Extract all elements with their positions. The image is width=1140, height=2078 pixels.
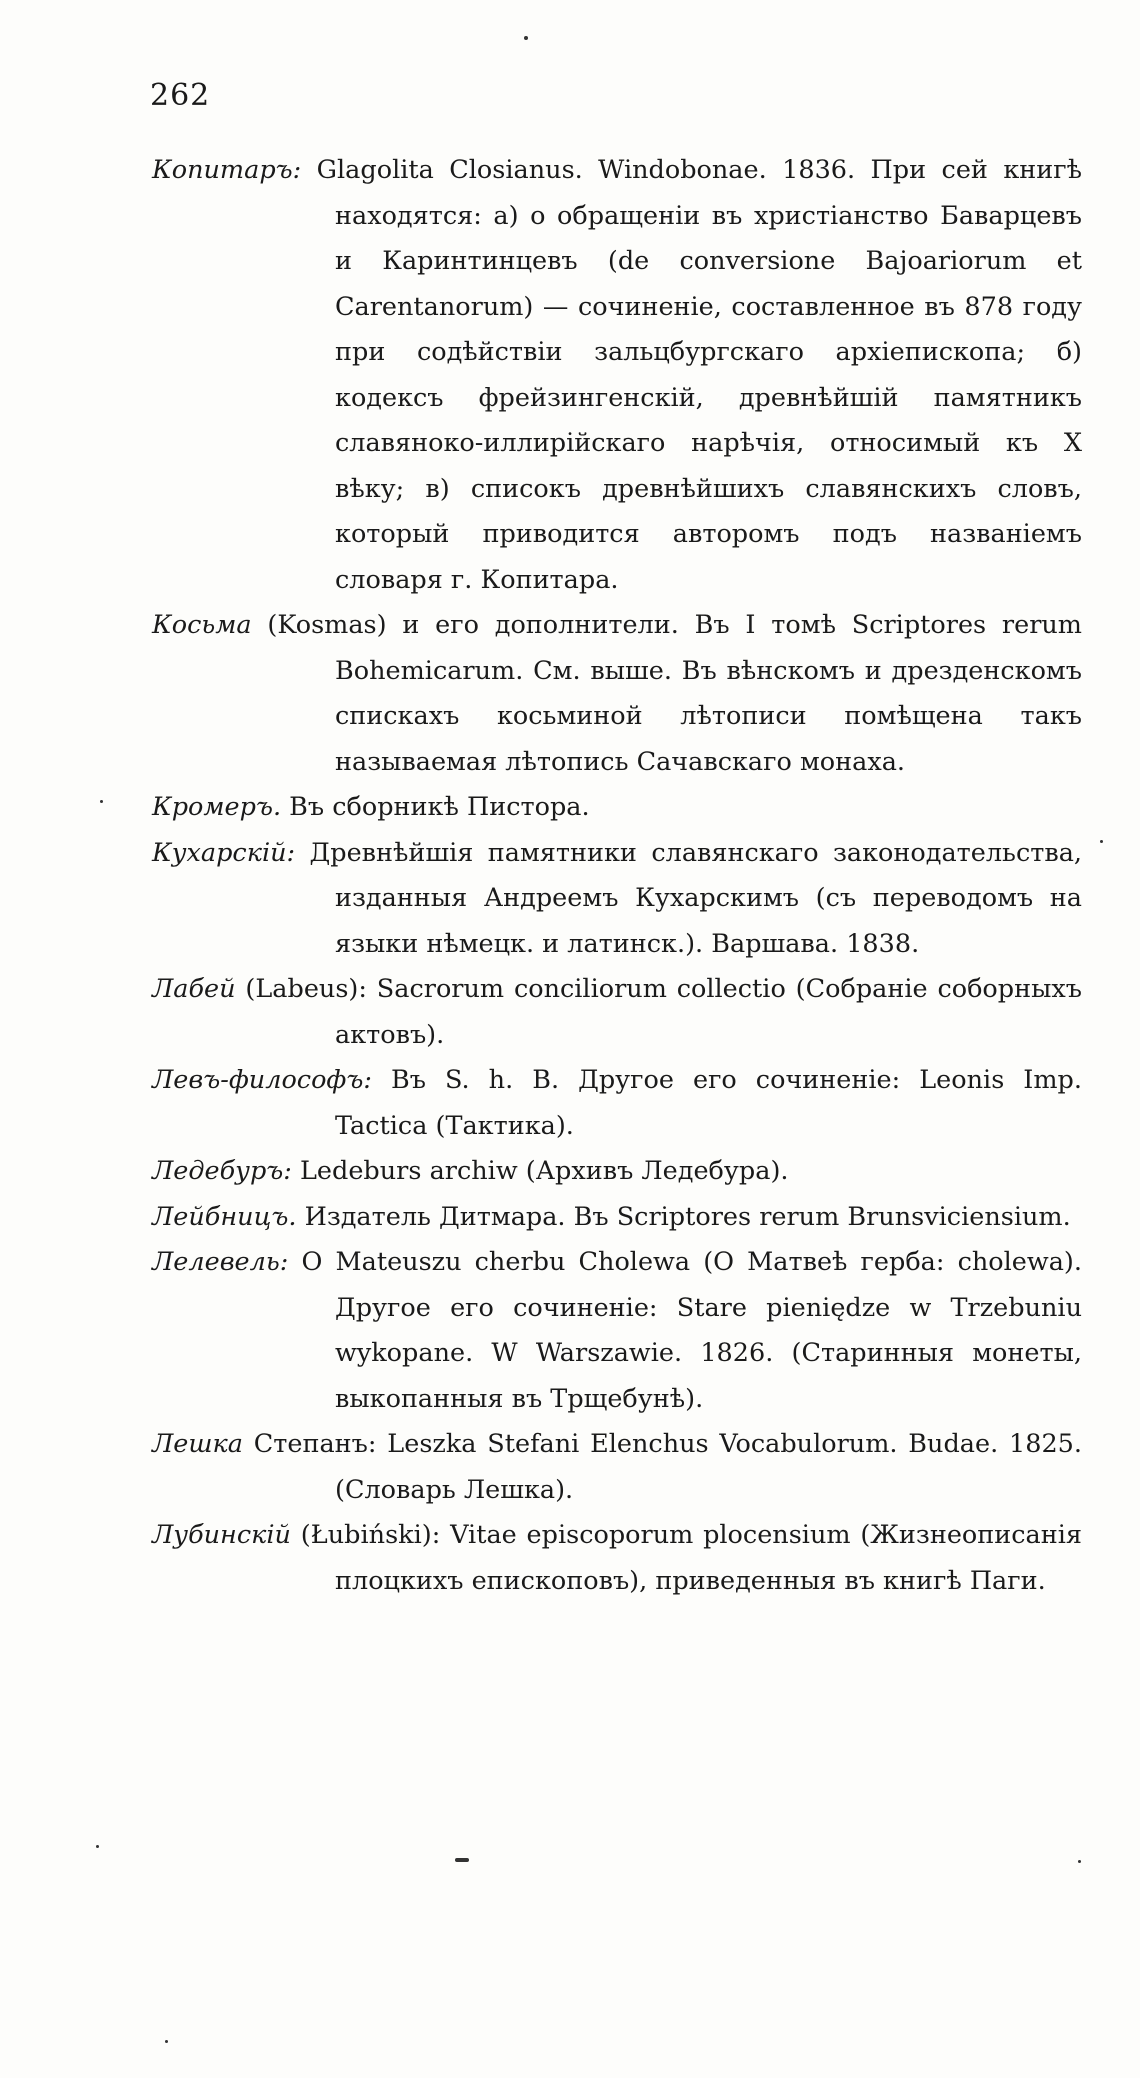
entry-text: Степанъ: Leszka Stefani Elenchus Vocabulorum. Budae. 1825. (Словарь Лешка). (242, 1429, 1082, 1505)
entry-kromer (152, 785, 1082, 831)
entry-term: Лейбницъ. (152, 1201, 297, 1232)
entry-text: Glagolita Closianus. Windobonae. 1836. При сей книгѣ находятся: а) о обращеніи въ христіанство Баварцевъ и Каринтинцевъ (de conversione Bajoariorum et Carentanorum) — сочиненіе, составленное въ 878 году при содѣйствіи зальцбургскаго архіепископа; б) кодексъ фрейзингенскій, древнѣйшій памятникъ славяноко-иллирійскаго нарѣчія, относимый къ X вѣку; в) списокъ древнѣйшихъ славянскихъ словъ, который приводится авторомъ подъ названіемъ словаря г. Копитара. (301, 155, 1082, 595)
entry-text: Издатель Дитмара. Въ Scriptores rerum Brunsviciensium. (296, 1201, 1071, 1232)
scan-speck (455, 1858, 469, 1862)
entry-ledebur (152, 1149, 1082, 1195)
entry-kosma (152, 603, 1082, 785)
scan-speck (1100, 840, 1103, 843)
entry-leshka (152, 1422, 1082, 1513)
scan-speck (165, 2040, 168, 2043)
entry-list (152, 148, 1082, 1604)
entry-leibniz (152, 1195, 1082, 1241)
entry-kukharsky (152, 831, 1082, 968)
entry-text: (Labeus): Sacrorum conciliorum collectio (Собраніе соборныхъ актовъ). (235, 974, 1082, 1050)
entry-lubinsky (152, 1513, 1082, 1604)
entry-term: Лабей (152, 974, 236, 1004)
entry-term: Лубинскій (152, 1520, 291, 1550)
scan-speck (100, 800, 103, 803)
entry-text: Ledeburs archiw (Архивъ Ледебура). (291, 1156, 789, 1186)
entry-term: Лешка (152, 1429, 243, 1459)
entry-term: Кухарскій: (152, 837, 296, 868)
entry-term: Копитаръ: (152, 155, 302, 185)
scan-speck (524, 36, 528, 40)
entry-term: Левъ-философъ: (152, 1065, 372, 1095)
entry-text: (Kosmas) и его дополнители. Въ I томѣ Scriptores rerum Bohemicarum. См. выше. Въ вѣнскомъ и дрезденскомъ спискахъ косьминой лѣтописи помѣщена такъ называемая лѣтопись Сачавскаго монаха. (251, 610, 1082, 777)
entry-text: Въ S. h. B. Другое его сочиненіе: Leonis Imp. Tactica (Тактика). (335, 1065, 1082, 1141)
entry-term: Косьма (152, 610, 252, 640)
scan-speck (96, 1845, 99, 1848)
page-number: 262 (150, 78, 211, 113)
entry-term: Кромеръ. (152, 792, 282, 822)
entry-lev-filosof (152, 1058, 1082, 1149)
scan-speck (1078, 1860, 1081, 1863)
entry-text: (Łubiński): Vitae episcoporum plocensium (Жизнеописанія плоцкихъ епископовъ), приведенныя въ книгѣ Паги. (290, 1520, 1082, 1596)
entry-text: Древнѣйшія памятники славянскаго законодательства, изданныя Андреемъ Кухарскимъ (съ переводомъ на языки нѣмецк. и латинск.). Варшава. 1838. (295, 837, 1082, 959)
entry-text: Въ сборникѣ Пистора. (281, 792, 590, 822)
entry-kopitar (152, 148, 1082, 603)
entry-term: Лелевель: (152, 1247, 289, 1277)
entry-term: Ледебуръ: (152, 1156, 292, 1186)
entry-lelevel (152, 1240, 1082, 1422)
entry-text: O Mateuszu cherbu Cholewa (О Матвеѣ герба: cholewa). Другое его сочиненіе: Stare pieniędze w Trzebuniu wykopane. W Warszawie. 1826. (Старинныя монеты, выкопанныя въ Трщебунѣ). (288, 1247, 1082, 1414)
entry-labey (152, 967, 1082, 1058)
